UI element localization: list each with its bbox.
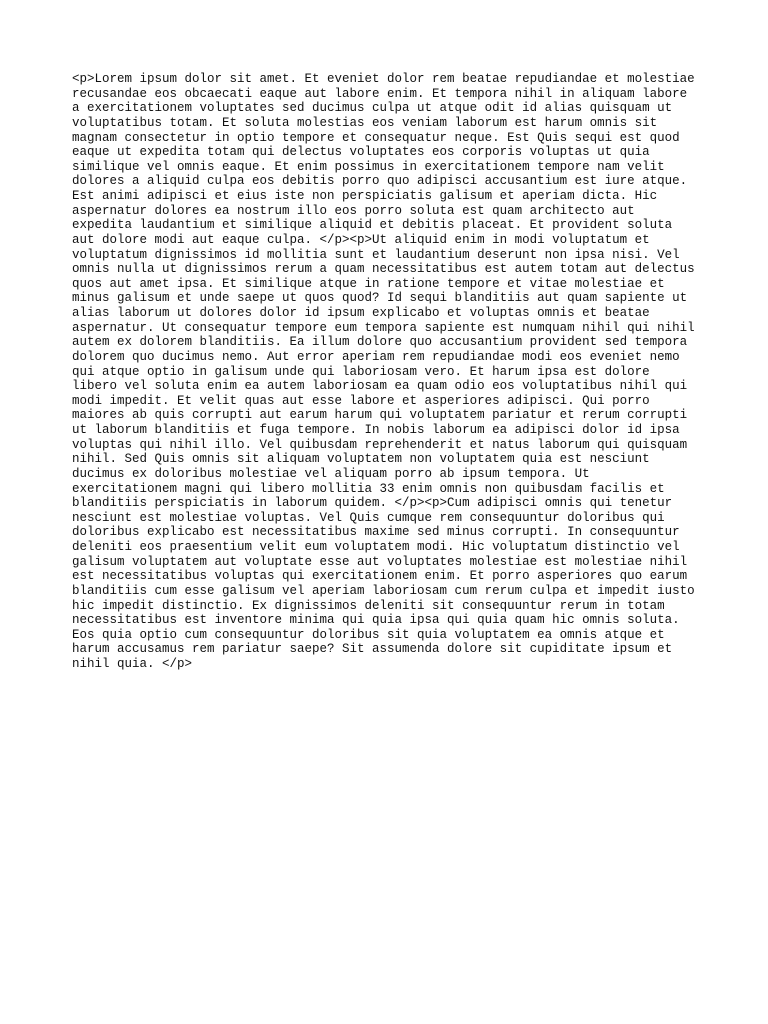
text-line: alias laborum ut dolores dolor id ipsum explicabo et voluptas omnis et beatae: [72, 306, 650, 320]
text-line: doloribus explicabo est necessitatibus maxime sed minus corrupti. In consequuntur: [72, 525, 680, 540]
text-line: aut dolore modi aut eaque culpa. </p><p>Ut aliquid enim in modi voluptatum et: [72, 232, 650, 247]
text-line: aspernatur dolores ea nostrum illo eos porro soluta est quam architecto aut: [72, 203, 635, 218]
text-line: galisum voluptatem aut voluptate esse aut voluptates molestiae est molestiae nihil: [72, 554, 688, 569]
text-line: Est animi adipisci et eius iste non perspiciatis galisum et aperiam dicta. Hic: [72, 189, 658, 203]
text-line: omnis nulla ut dignissimos rerum a quam necessitatibus est autem totam aut delectus: [72, 262, 695, 277]
text-line: aspernatur. Ut consequatur tempore eum tempora sapiente est numquam nihil qui nihil: [72, 320, 695, 335]
text-line: <p>Lorem ipsum dolor sit amet. Et eveniet dolor rem beatae repudiandae et molestiae: [72, 72, 695, 86]
text-line: voluptatibus totam. Et soluta molestias eos veniam laborum est harum omnis sit: [72, 115, 658, 130]
text-line: ut laborum blanditiis et fuga tempore. In nobis laborum ea adipisci dolor id ipsa: [72, 423, 680, 437]
text-line: libero vel soluta enim ea autem laboriosam ea quam odio eos voluptatibus nihil qui: [72, 379, 688, 394]
body-text: [72, 72, 702, 672]
text-line: eaque ut expedita totam qui delectus voluptates eos corporis voluptas ut quia: [72, 145, 650, 160]
text-line: minus galisum et unde saepe ut quos quod? Id sequi blanditiis aut quam sapiente ut: [72, 291, 688, 306]
text-line: nihil quia. </p>: [72, 657, 193, 671]
text-line: necessitatibus est inventore minima qui quia ipsa qui quia quam hic omnis soluta.: [72, 613, 680, 628]
text-line: Eos quia optio cum consequuntur doloribus sit quia voluptatem ea omnis atque et: [72, 627, 665, 642]
text-line: autem ex dolorem blanditiis. Ea illum dolore quo accusantium provident sed tempora: [72, 335, 688, 350]
text-line: quos aut amet ipsa. Et similique atque in ratione tempore et vitae molestiae et: [72, 276, 665, 291]
text-line: recusandae eos obcaecati eaque aut labore enim. Et tempora nihil in aliquam labore: [72, 86, 688, 101]
text-line: similique vel omnis eaque. Et enim possimus in exercitationem tempore nam velit: [72, 159, 665, 174]
text-line: maiores ab quis corrupti aut earum harum qui voluptatem pariatur et rerum corrupti: [72, 408, 688, 423]
text-line: voluptas qui nihil illo. Vel quibusdam reprehenderit et natus laborum qui quisquam: [72, 437, 688, 452]
text-line: qui atque optio in galisum unde qui laboriosam vero. Et harum ipsa est dolore: [72, 364, 650, 379]
text-line: blanditiis perspiciatis in laborum quidem. </p><p>Cum adipisci omnis qui tenetur: [72, 496, 673, 511]
text-line: harum accusamus rem pariatur saepe? Sit assumenda dolore sit cupiditate ipsum et: [72, 642, 673, 657]
text-line: blanditiis cum esse galisum vel aperiam laboriosam cum rerum culpa et impedit iusto: [72, 583, 695, 598]
text-line: modi impedit. Et velit quas aut esse labore et asperiores adipisci. Qui porro: [72, 393, 650, 408]
text-line: a exercitationem voluptates sed ducimus culpa ut atque odit id alias quisquam ut: [72, 101, 673, 116]
text-line: nesciunt est molestiae voluptas. Vel Quis cumque rem consequuntur doloribus qui: [72, 510, 665, 525]
text-line: hic impedit distinctio. Ex dignissimos deleniti sit consequuntur rerum in totam: [72, 598, 665, 613]
text-line: dolores a aliquid culpa eos debitis porro quo adipisci accusantium est iure atque.: [72, 174, 688, 189]
text-line: est necessitatibus voluptas qui exercitationem enim. Et porro asperiores quo earum: [72, 569, 688, 584]
text-line: magnam consectetur in optio tempore et consequatur neque. Est Quis sequi est quod: [72, 130, 680, 145]
text-line: deleniti eos praesentium velit eum voluptatem modi. Hic voluptatum distinctio vel: [72, 540, 680, 554]
text-line: ducimus ex doloribus molestiae vel aliquam porro ab ipsum tempora. Ut: [72, 466, 590, 481]
text-line: exercitationem magni qui libero mollitia 33 enim omnis non quibusdam facilis et: [72, 481, 665, 496]
text-line: voluptatum dignissimos id mollitia sunt et laudantium deserunt non ipsa nisi. Vel: [72, 247, 680, 262]
text-line: dolorem quo ducimus nemo. Aut error aperiam rem repudiandae modi eos eveniet nemo: [72, 349, 680, 364]
text-line: nihil. Sed Quis omnis sit aliquam voluptatem non voluptatem quia est nesciunt: [72, 452, 650, 467]
text-line: expedita laudantium et similique aliquid et debitis placeat. Et provident soluta: [72, 218, 673, 233]
